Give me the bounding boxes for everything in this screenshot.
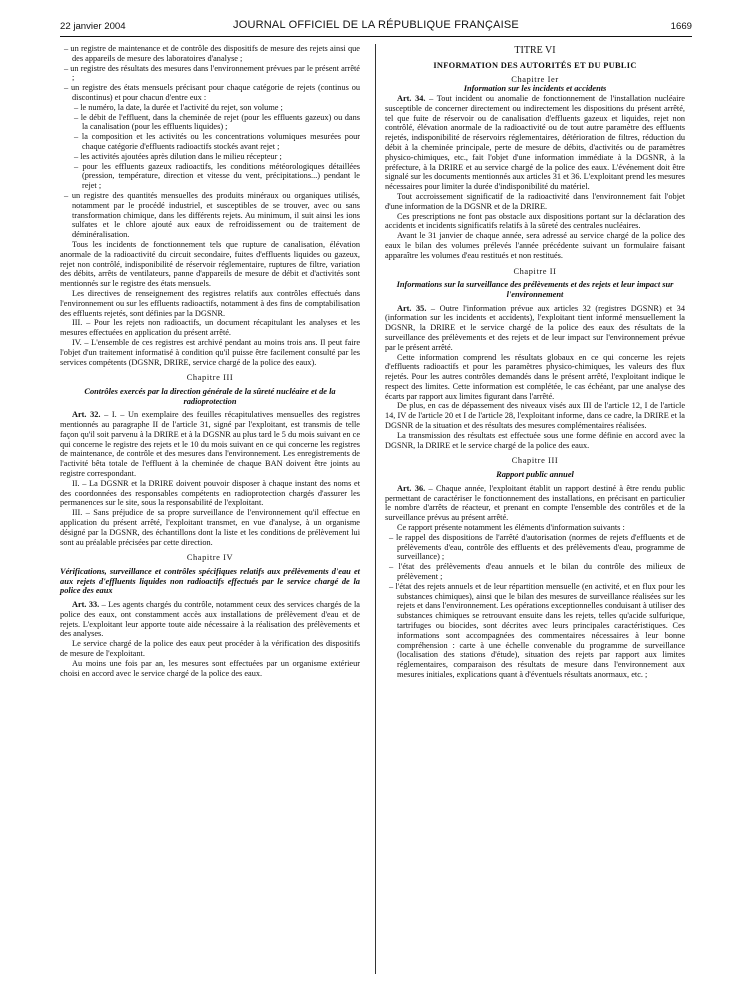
header-rule bbox=[60, 36, 692, 37]
article-text: – Les agents chargés du contrôle, notamment ceux des services chargés de la police des eaux, ont constamment accès aux installations de prélèvement d'eau et de rejets. L'exploitant leur apporte toute aide nécessaire à la réalisation des prélèvements et des analyses. bbox=[60, 600, 360, 639]
article-text: – Outre l'information prévue aux articles 32 (registres DGSNR) et 34 (information sur les incidents et accidents), l'exploitant tient informé mensuellement la DGSNR, la DRIRE et le service chargé de la police des eaux des résultats de la surveillance des prélèvements et des rejets et de leur impact sur l'environnement prévue par le présent arrêté. bbox=[385, 303, 685, 352]
list-item: – le rappel des dispositions de l'arrêté d'autorisation (normes de rejets d'effluents et de prélèvements d'eau, contrôle des effluents et des prélèvements d'eau, programme de surveillance) ; bbox=[389, 532, 685, 562]
header-journal-title: JOURNAL OFFICIEL DE LA RÉPUBLIQUE FRANÇAISE bbox=[233, 19, 519, 31]
paragraph: Au moins une fois par an, les mesures sont effectuées par un organisme extérieur choisi en accord avec le service chargé de la police des eaux. bbox=[60, 658, 360, 678]
article-text: – Tout incident ou anomalie de fonctionnement de l'installation nucléaire susceptible de concerner directement ou indirectement les dispositions du présent arrêté, tel que fuite de réservoir ou de canalisation d'effluents gazeux et liquides, rejet non contrôlé, élévation anormale de la radioactivité ou de tout autre paramètre des effluents rejetés, indisponibilité de réservoirs réglementaires, détérioration de filtres, réduction du débit à la cheminée principale, perte de mesure de débits, d'activités ou de paramètres physico-chimiques, etc., fait l'objet d'une information immédiate à la DGSNR, à la préfecture, à la DRIRE et au service chargé de la police des eaux. L'événement doit être signalé sur les documents mentionnés aux articles 31 et 36. L'exploitant prend les mesures nécessaires pour limiter la durée d'indisponibilité du matériel. bbox=[385, 93, 685, 192]
title-name: INFORMATION DES AUTORITÉS ET DU PUBLIC bbox=[433, 60, 637, 70]
chapter-title: Contrôles exercés par la direction générale de la sûreté nucléaire et de la radioprotection bbox=[84, 387, 336, 406]
paragraph: Le service chargé de la police des eaux peut procéder à la vérification des dispositifs de mesure de l'exploitant. bbox=[60, 639, 360, 658]
left-column bbox=[60, 44, 360, 678]
chapter-label: Chapitre II bbox=[513, 266, 557, 276]
chapter-label: Chapitre III bbox=[186, 373, 234, 383]
title-heading: TITRE VI bbox=[514, 45, 556, 56]
page-header bbox=[60, 18, 692, 34]
right-column bbox=[385, 44, 685, 680]
article-label: Art. 34. bbox=[397, 93, 426, 103]
paragraph: Ce rapport présente notamment les éléments d'information suivants : bbox=[397, 523, 625, 533]
list-item: – l'état des prélèvements d'eau annuels et le bilan du contrôle des milieux de prélèvement ; bbox=[389, 562, 685, 582]
paragraph: De plus, en cas de dépassement des niveaux visés aux III de l'article 12, I de l'article 14, IV de l'article 20 et I de l'article 28, l'exploitant informe, dans ce cadre, la DRIRE et la DGSNR de la situation et des résultats des mesures complémentaires réalisées. bbox=[385, 401, 685, 431]
chapter-label: Chapitre IV bbox=[186, 553, 234, 563]
article-label: Art. 32. bbox=[72, 410, 101, 420]
paragraph: La transmission des résultats est effectuée sous une forme définie en accord avec la DGSNR, la DRIRE et le service chargé de la police des eaux. bbox=[385, 430, 685, 450]
header-page-number: 1669 bbox=[670, 21, 692, 32]
paragraph: Les directives de renseignement des registres relatifs aux contrôles effectués dans l'environnement ou sur les effluents radioactifs, notamment à des fins de comptabilisation des effluents rejetés, sont définies par la DGSNR. bbox=[60, 288, 360, 318]
article-text: – I. – Un exemplaire des feuilles récapitulatives mensuelles des registres mentionnés au paragraphe II de l'article 31, signé par l'exploitant, est transmis de telle façon qu'il soit parvenu à la DRIRE et à la DGSNR au plus tard le 5 du mois suivant en ce qui concerne le registre des rejets et le 10 du mois suivant en ce qui concerne les registres de maintenance, de contrôle et des mesures dans l'environnement. Les enregistrements de l'activité bêta totale de l'effluent à la cheminée de chaque BAN doivent être joints au registre correspondant. bbox=[60, 410, 360, 479]
list-item: – un registre des résultats des mesures dans l'environnement prévues par le présent arrêté ; bbox=[64, 63, 360, 83]
paragraph: Avant le 31 janvier de chaque année, sera adressé au service chargé de la police des eaux le bilan des volumes prélevés l'année précédente suivant un formulaire faisant apparaître les volumes d'eau restitués et non restitués. bbox=[385, 231, 685, 260]
paragraph: Tout accroissement significatif de la radioactivité dans l'environnement fait l'objet d'une information de la DGSNR et de la DRIRE. bbox=[385, 191, 685, 211]
paragraph: Cette information comprend les résultats globaux en ce qui concerne les rejets d'effluents radioactifs et pour les paramètres physico-chimiques, les valeurs des flux rejetés. Pour les autres contrôles demandés dans le présent arrêté, l'exploitant indique le respect des limites. Cette information est complétée, le cas échéant, par une analyse des écarts par rapport aux limites figurant dans l'arrêté. bbox=[385, 352, 685, 401]
chapter-title: Vérifications, surveillance et contrôles spécifiques relatifs aux prélèvements d'eau et aux rejets d'effluents liquides non radioactifs effectués par le service chargé de la police des eaux bbox=[60, 567, 360, 596]
paragraph: Ces prescriptions ne font pas obstacle aux dispositions portant sur la déclaration des accidents et incidents significatifs relatifs à la sûreté des centrales nucléaires. bbox=[385, 211, 685, 231]
article-36 bbox=[385, 484, 685, 523]
article-label: Art. 33. bbox=[72, 600, 100, 610]
sub-list-item: – le numéro, la date, la durée et l'activité du rejet, son volume ; bbox=[74, 102, 283, 112]
paragraph: III. – Pour les rejets non radioactifs, un document récapitulant les analyses et les mesures effectuées en application du présent arrêté. bbox=[60, 318, 360, 338]
paragraph: IV. – L'ensemble de ces registres est archivé pendant au moins trois ans. Il peut faire l'objet d'un traitement informatisé à condition qu'il puisse être facilement consulté par les services compétents (DGSNR, DRIRE, service chargé de la police des eaux). bbox=[60, 337, 360, 367]
list-item: – un registre des quantités mensuelles des produits minéraux ou organiques utilisés, notamment par le procédé industriel, et susceptibles de se trouver, avec ou sans transformation chimique, dans les différents rejets. Au minimum, il suit ainsi les ions sulfates et le chlore ajouté aux eaux de refroidissement ou de traitement de déminéralisation. bbox=[64, 190, 360, 240]
paragraph: III. – Sans préjudice de sa propre surveillance de l'environnement qu'il effectue en application du présent arrêté, l'exploitant transmet, en vue d'analyse, à un organisme désigné par la DGSNR, des échantillons dont la liste et les conditions de prélèvement lui sont au préalable précisées par cette direction. bbox=[60, 508, 360, 547]
article-32 bbox=[60, 410, 360, 479]
column-separator bbox=[375, 44, 376, 974]
article-label: Art. 36. bbox=[397, 483, 426, 493]
article-text: – Chaque année, l'exploitant établit un rapport destiné à être rendu public permettant de caractériser le fonctionnement des installations, en précisant en particulier le nombre d'arrêts de réacteur, et prenant en compte l'ensemble des contrôles et de la surveillance prévus au présent arrêté. bbox=[385, 483, 685, 523]
paragraph: Tous les incidents de fonctionnement tels que rupture de canalisation, élévation anormale de la radioactivité du circuit secondaire, fuites d'effluents liquides ou gazeux, rejet non contrôlé, indisponibilité de réservoir réglementaire, ruptures de filtre, variation des débits, arrêts de ventilateurs, panne d'appareils de mesure de débit et d'activités sont mentionnés sur le registre des états mensuels. bbox=[60, 239, 360, 289]
chapter-title: Rapport public annuel bbox=[496, 470, 574, 480]
chapter-label: Chapitre Ier bbox=[511, 74, 559, 84]
sub-list-item: – la composition et les activités ou les concentrations volumiques mesurées pour chaque catégorie d'effluents radioactifs stockés avant rejet ; bbox=[74, 132, 360, 151]
paragraph: II. – La DGSNR et la DRIRE doivent pouvoir disposer à chaque instant des noms et des coordonnées des responsables compétents en radioprotection chargés d'assurer les permanences sur le site, sous la responsabilité de l'exploitant. bbox=[60, 478, 360, 508]
sub-list-item: – pour les effluents gazeux radioactifs, les conditions météorologiques détaillées (pression, température, direction et vitesse du vent, précipitations...) pendant le rejet ; bbox=[74, 161, 360, 191]
article-35 bbox=[385, 304, 685, 353]
article-34 bbox=[385, 94, 685, 192]
chapter-title: Informations sur la surveillance des prélèvements et des rejets et leur impact sur l'environnement bbox=[396, 280, 674, 299]
sub-list-item: – le débit de l'effluent, dans la cheminée de rejet (pour les effluents gazeux) ou dans la canalisation (pour les effluents liquides) ; bbox=[74, 112, 360, 132]
chapter-label: Chapitre III bbox=[511, 456, 559, 466]
list-item: – un registre de maintenance et de contrôle des dispositifs de mesure des rejets ainsi que des appareils de mesure des laboratoires d'analyse ; bbox=[64, 44, 360, 63]
sub-list-item: – les activités ajoutées après dilution dans le milieu récepteur ; bbox=[74, 151, 282, 161]
list-item: – l'état des rejets annuels et de leur répartition mensuelle (en activité, et en flux pour les substances chimiques), ainsi que le bilan des mesures de surveillance réalisées sur les rejets et dans l'environnement. Les opérations exceptionnelles conduisant à utiliser des substances chimiques se retrouvant ensuite dans les rejets, telles qu'acide sulfurique, tartrifuges ou biocides, sont décrites avec leurs principales caractéristiques. Ces informations sont accompagnées des commentaires nécessaires à leur bonne compréhension : carte à une échelle convenable du programme de surveillance (localisation des stations d'étude), situation des rejets par rapport aux limites réglementaires, comparaison des résultats de mesure dans l'environnement aux mesures initiales, explications quant à d'éventuels résultats anormaux, etc. ; bbox=[389, 581, 685, 679]
article-label: Art. 35. bbox=[397, 303, 427, 313]
article-33 bbox=[60, 600, 360, 639]
header-date: 22 janvier 2004 bbox=[60, 21, 126, 32]
chapter-title: Information sur les incidents et accidents bbox=[463, 84, 607, 94]
list-item: – un registre des états mensuels précisant pour chaque catégorie de rejets (continus ou discontinus) et pour chacun d'entre eux : bbox=[64, 83, 360, 102]
